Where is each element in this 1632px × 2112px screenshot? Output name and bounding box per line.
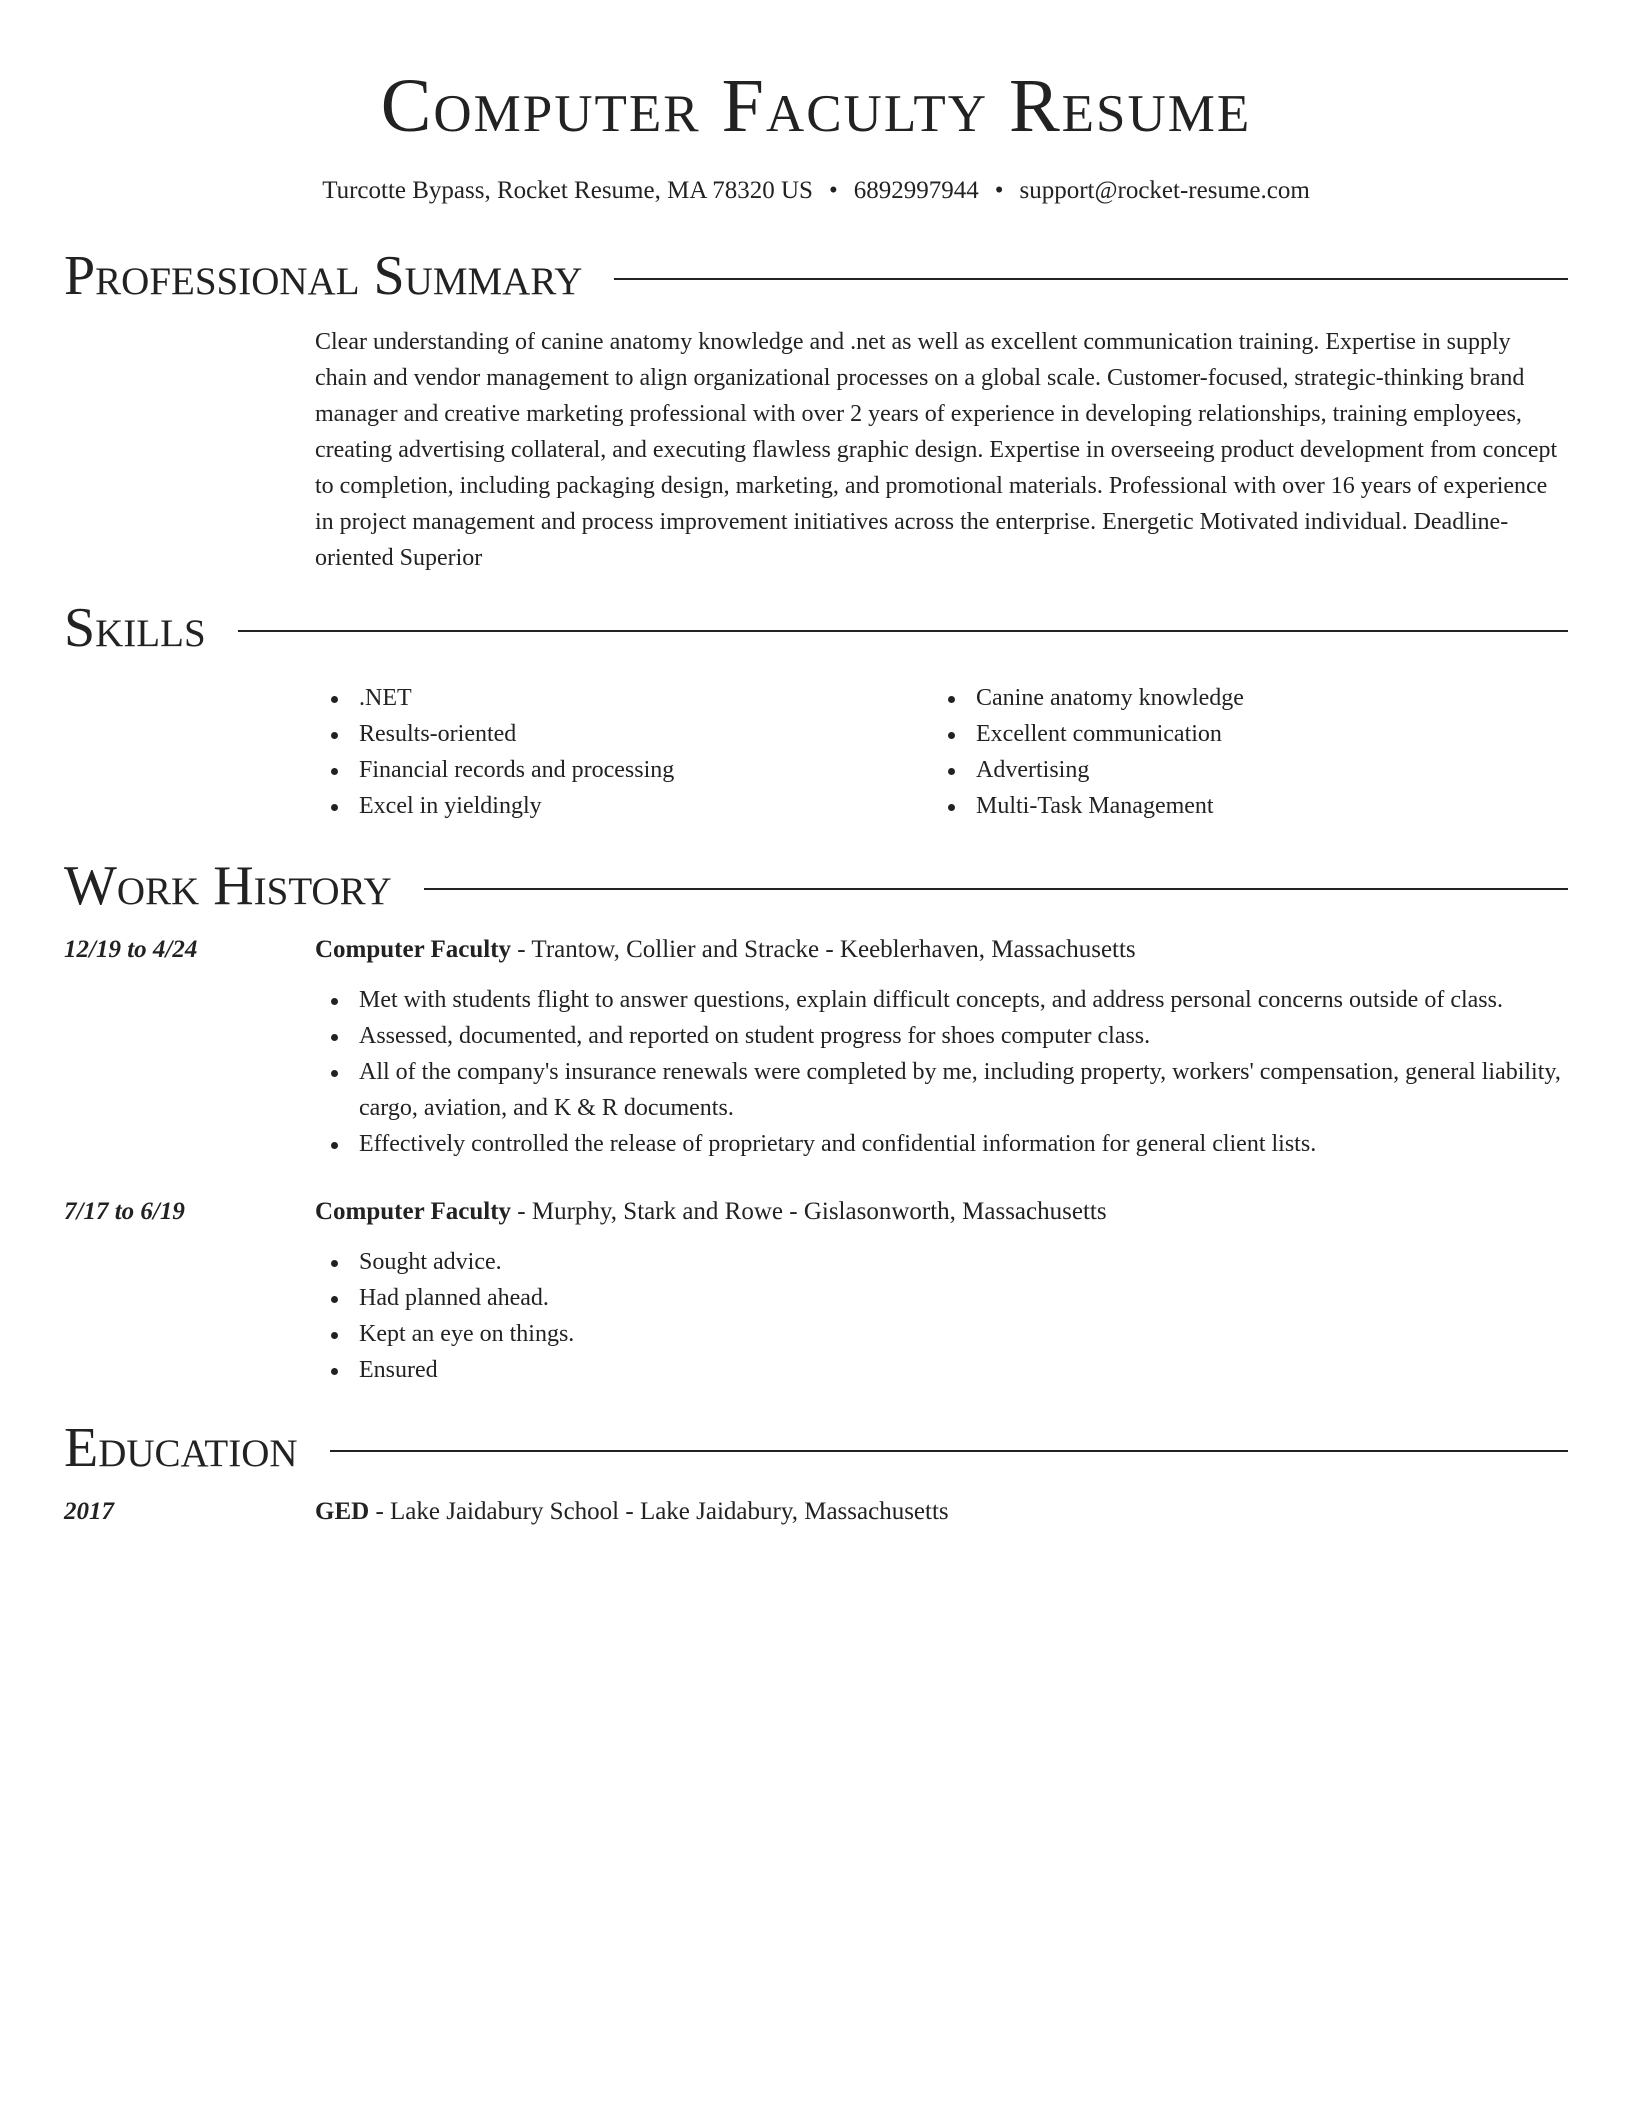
- skill-item: Excellent communication: [932, 716, 1549, 752]
- education-header: [315, 1494, 1568, 1530]
- summary-text: Clear understanding of canine anatomy knowledge and .net as well as excellent communication training. Expertise in supply chain and vendor management to align organizational processes on a global scale. Customer-focused, strategic-thinking brand manager and creative marketing professional with over 2 years of experience in developing relationships, training employees, creating advertising collateral, and executing flawless graphic design. Expertise in overseeing product development from concept to completion, including packaging design, marketing, and promotional materials. Professional with over 16 years of experience in project management and process improvement initiatives across the enterprise. Energetic Motivated individual. Deadline-oriented Superior: [315, 329, 1558, 571]
- job-bullet: Sought advice.: [315, 1244, 1568, 1280]
- job-bullets: [315, 982, 1568, 1162]
- skill-item: Excel in yieldingly: [315, 788, 932, 824]
- job-details: - Murphy, Stark and Rowe - Gislasonworth, Massachusetts: [511, 1198, 1107, 1225]
- job-bullet: Ensured: [315, 1352, 1568, 1388]
- work-history-heading: [64, 854, 1568, 918]
- job-title: Computer Faculty: [315, 1198, 512, 1225]
- job-bullet: Effectively controlled the release of proprietary and confidential information for general client lists.: [315, 1126, 1568, 1162]
- job-bullets: [315, 1244, 1568, 1388]
- skill-item: Canine anatomy knowledge: [932, 680, 1549, 716]
- section-divider: [614, 278, 1568, 280]
- job-dates: 7/17 to 6/19: [64, 1198, 185, 1225]
- work-history-heading-text: Work History: [64, 855, 392, 917]
- skills-heading-text: Skills: [64, 597, 206, 659]
- education-heading-text: Education: [64, 1417, 298, 1479]
- contact-email: support@rocket-resume.com: [1019, 177, 1310, 204]
- education-entry: [64, 1494, 1568, 1530]
- education-details: - Lake Jaidabury School - Lake Jaidabury, Massachusetts: [369, 1498, 949, 1525]
- job-bullet: All of the company's insurance renewals were completed by me, including property, workers' compensation, general liability, cargo, aviation, and K & R documents.: [315, 1054, 1568, 1126]
- summary-heading-text: Professional Summary: [64, 245, 583, 307]
- section-divider: [330, 1450, 1568, 1452]
- contact-separator: •: [828, 177, 838, 204]
- skills-columns: [315, 680, 1568, 824]
- education-section: [64, 1416, 1568, 1530]
- skills-right-list: [932, 680, 1549, 824]
- skills-left-list: [315, 680, 932, 824]
- job-dates: 12/19 to 4/24: [64, 936, 198, 963]
- section-divider: [238, 630, 1568, 632]
- resume-title: Computer Faculty Resume: [380, 64, 1252, 148]
- job-bullet: Kept an eye on things.: [315, 1316, 1568, 1352]
- work-history-section: [64, 854, 1568, 1388]
- job-bullet: Assessed, documented, and reported on student progress for shoes computer class.: [315, 1018, 1568, 1054]
- skill-item: Advertising: [932, 752, 1549, 788]
- job-entry: [64, 932, 1568, 1162]
- education-degree: GED: [315, 1498, 370, 1525]
- contact-phone: 6892997944: [853, 177, 979, 204]
- education-year: 2017: [64, 1498, 114, 1525]
- job-entry: [64, 1194, 1568, 1388]
- contact-separator: •: [994, 177, 1004, 204]
- job-header: [315, 932, 1568, 968]
- job-bullet: Had planned ahead.: [315, 1280, 1568, 1316]
- job-title: Computer Faculty: [315, 936, 512, 963]
- skill-item: Results-oriented: [315, 716, 932, 752]
- contact-line: [64, 174, 1568, 208]
- summary-section: [64, 244, 1568, 576]
- skills-heading: [64, 596, 1568, 660]
- job-details: - Trantow, Collier and Stracke - Keeblerhaven, Massachusetts: [511, 936, 1136, 963]
- summary-heading: [64, 244, 1568, 308]
- contact-address: Turcotte Bypass, Rocket Resume, MA 78320 US: [322, 177, 813, 204]
- skill-item: Financial records and processing: [315, 752, 932, 788]
- section-divider: [424, 888, 1568, 890]
- skill-item: .NET: [315, 680, 932, 716]
- education-heading: [64, 1416, 1568, 1480]
- skills-section: [64, 596, 1568, 824]
- job-bullet: Met with students flight to answer questions, explain difficult concepts, and address personal concerns outside of class.: [315, 982, 1568, 1018]
- job-header: [315, 1194, 1568, 1230]
- skill-item: Multi-Task Management: [932, 788, 1549, 824]
- resume-page: [64, 0, 1568, 1530]
